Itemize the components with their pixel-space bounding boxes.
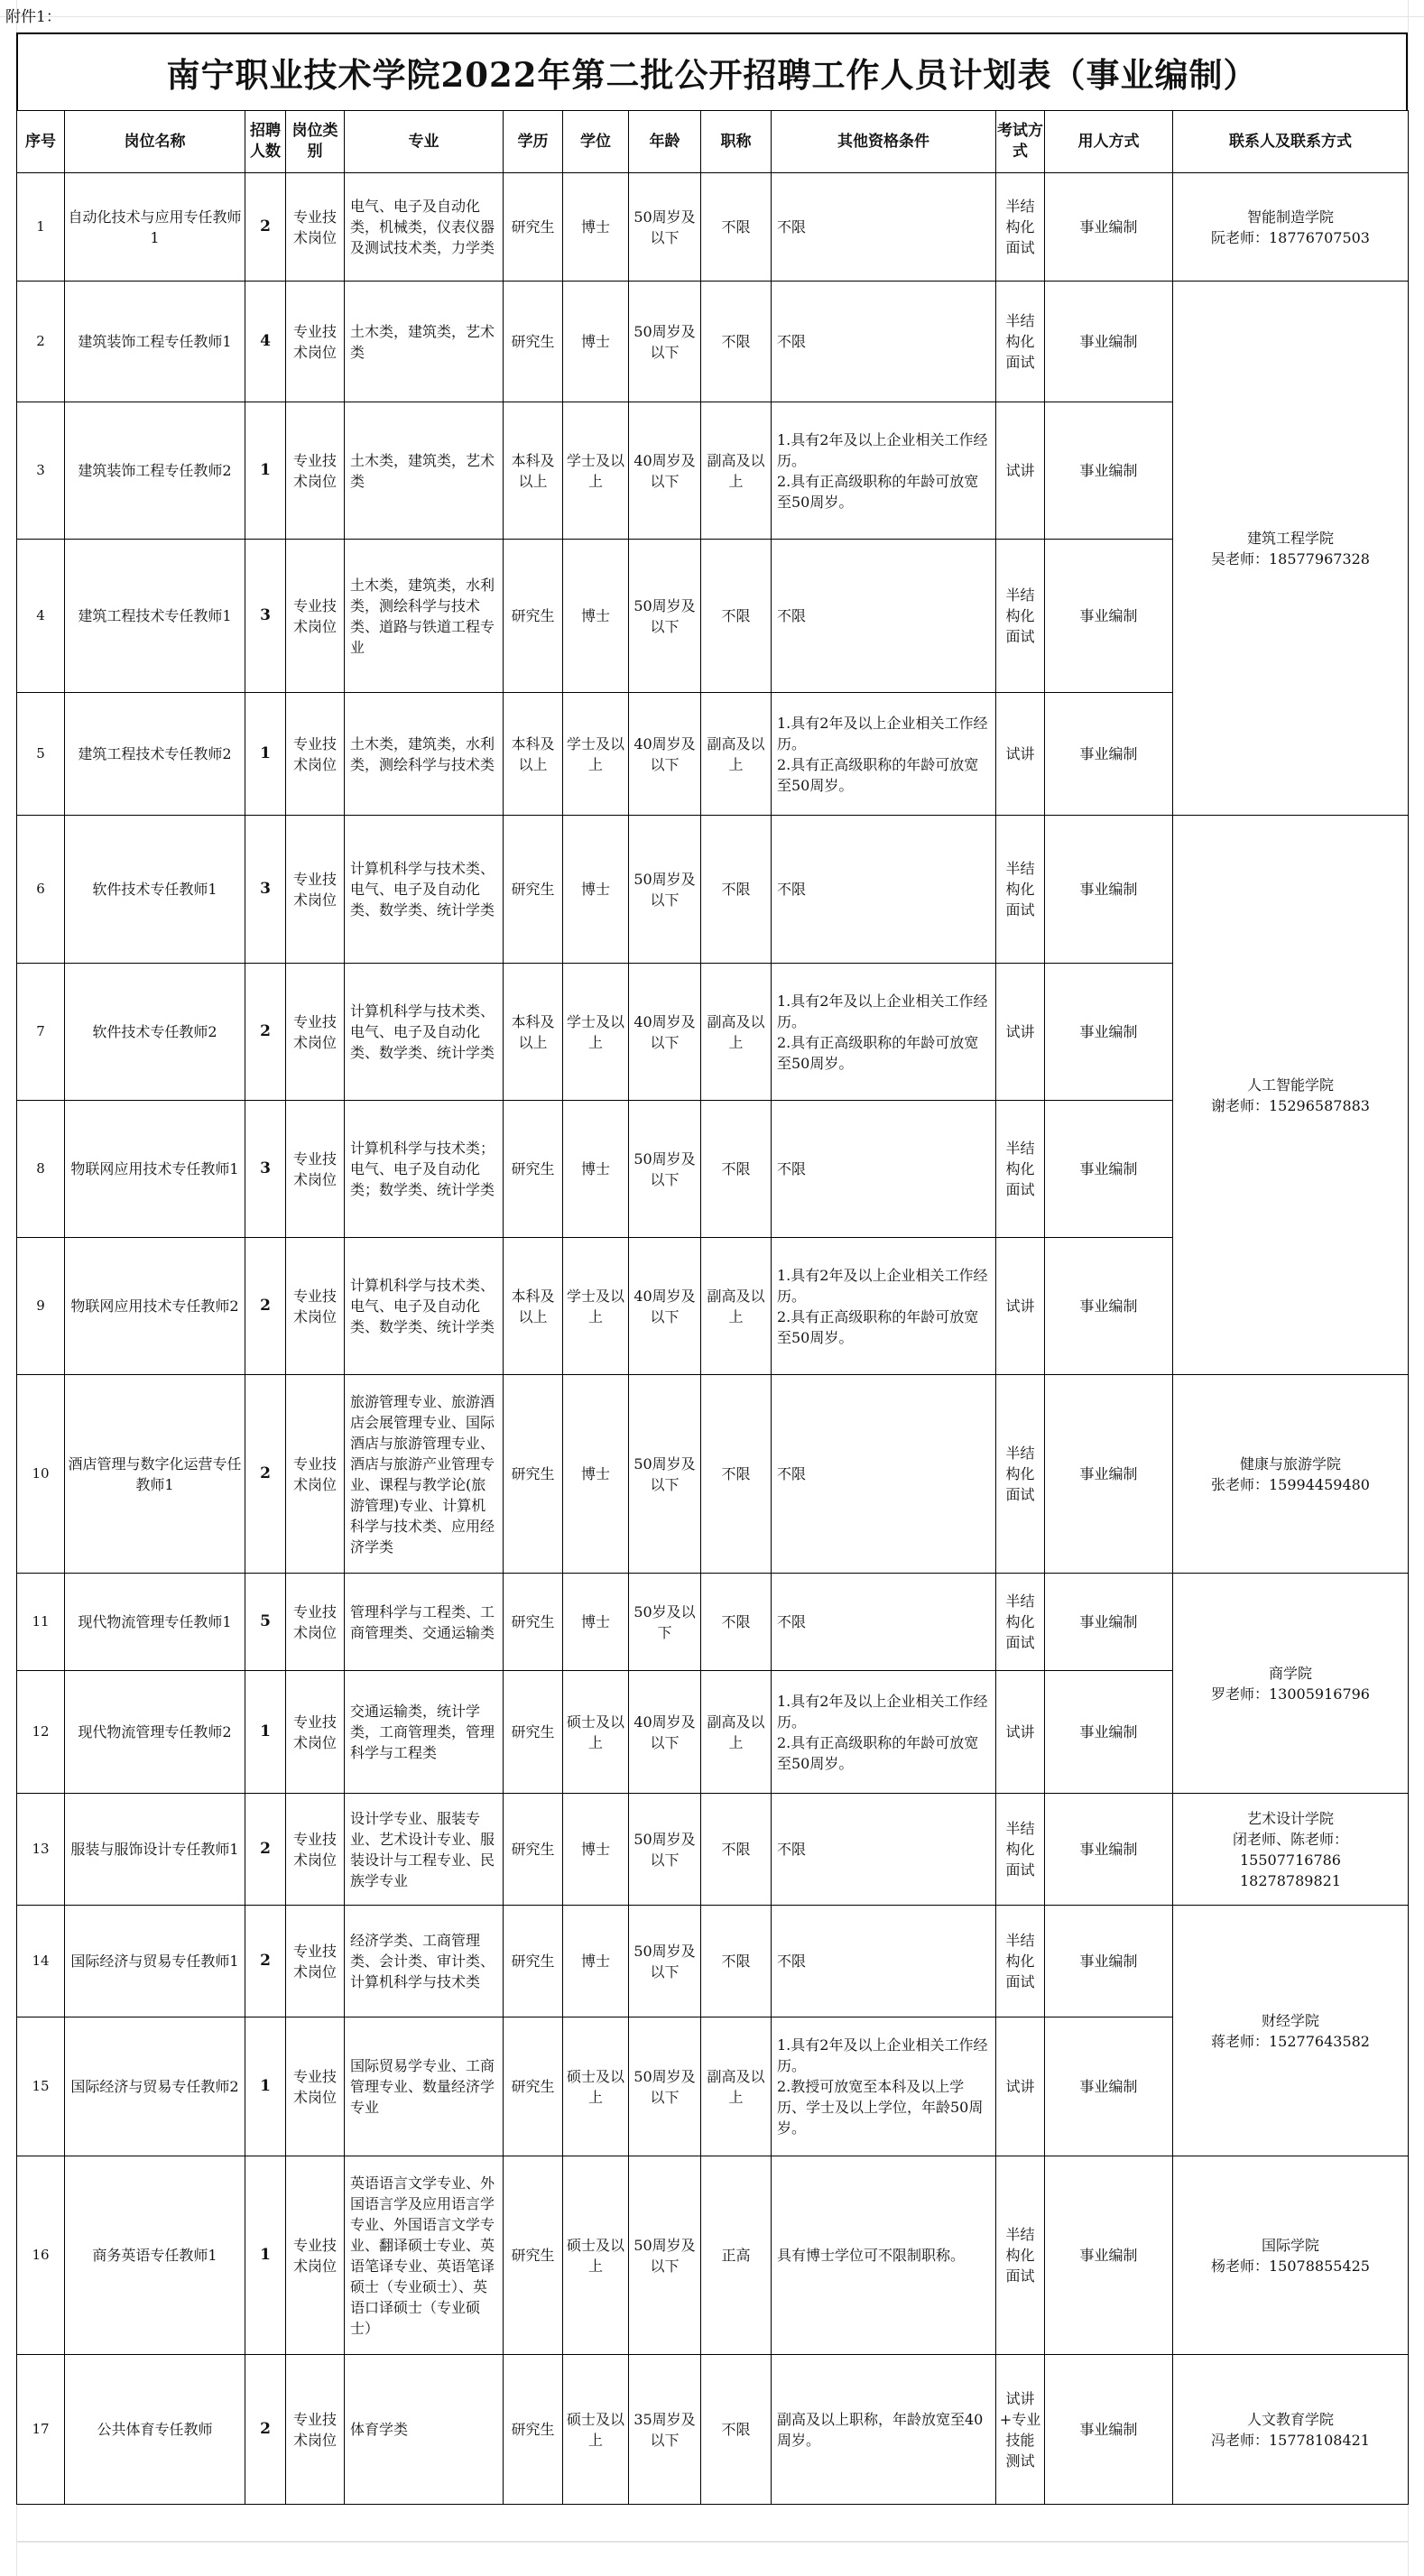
cell-title-requirement: 副高及以上 — [701, 964, 772, 1101]
table-row — [17, 1794, 1409, 1906]
cell-conditions: 不限 — [772, 1574, 996, 1671]
sheet-footer-line — [16, 2541, 1408, 2543]
cell-category: 专业技术岗位 — [286, 402, 345, 540]
contact-unit: 人文教育学院 — [1246, 2410, 1334, 2428]
cell-category: 专业技术岗位 — [286, 1238, 345, 1375]
cell-employment: 事业编制 — [1045, 2355, 1173, 2505]
cell-age: 50周岁及以下 — [629, 540, 701, 693]
contact-person: 谢老师：15296587883 — [1211, 1096, 1370, 1114]
cell-position: 软件技术专任教师1 — [65, 816, 245, 964]
cell-conditions: 不限 — [772, 1101, 996, 1238]
contact-person: 冯老师：15778108421 — [1211, 2431, 1370, 2449]
cell-index: 2 — [17, 282, 65, 402]
cell-category: 专业技术岗位 — [286, 816, 345, 964]
cell-degree: 博士 — [563, 173, 629, 282]
cell-count: 2 — [245, 1906, 286, 2017]
cell-title-requirement: 不限 — [701, 1794, 772, 1906]
cell-count: 1 — [245, 2156, 286, 2355]
cell-age: 50周岁及以下 — [629, 1906, 701, 2017]
cell-category: 专业技术岗位 — [286, 1671, 345, 1794]
cell-title-requirement: 副高及以上 — [701, 2017, 772, 2156]
cell-position: 建筑装饰工程专任教师2 — [65, 402, 245, 540]
contact-person: 阮老师：18776707503 — [1211, 228, 1370, 246]
cell-title-requirement: 副高及以上 — [701, 1238, 772, 1375]
cell-education: 本科及以上 — [504, 402, 563, 540]
header-contact: 联系人及联系方式 — [1173, 111, 1409, 173]
cell-exam: 试讲 — [996, 2017, 1045, 2156]
cell-exam: 试讲 — [996, 1238, 1045, 1375]
cell-exam: 试讲+专业技能测试 — [996, 2355, 1045, 2505]
cell-education: 研究生 — [504, 816, 563, 964]
cell-title-requirement: 不限 — [701, 816, 772, 964]
cell-degree: 学士及以上 — [563, 964, 629, 1101]
cell-position: 酒店管理与数字化运营专任教师1 — [65, 1375, 245, 1574]
cell-title-requirement: 副高及以上 — [701, 1671, 772, 1794]
cell-index: 1 — [17, 173, 65, 282]
cell-degree: 博士 — [563, 282, 629, 402]
cell-employment: 事业编制 — [1045, 693, 1173, 816]
cell-major: 土木类，建筑类，艺术类 — [345, 282, 504, 402]
cell-education: 研究生 — [504, 173, 563, 282]
cell-category: 专业技术岗位 — [286, 173, 345, 282]
cell-count: 5 — [245, 1574, 286, 1671]
cell-employment: 事业编制 — [1045, 282, 1173, 402]
cell-education: 研究生 — [504, 1906, 563, 2017]
cell-index: 13 — [17, 1794, 65, 1906]
contact-unit: 国际学院 — [1261, 2236, 1319, 2254]
cell-degree: 学士及以上 — [563, 1238, 629, 1375]
cell-major: 英语语言文学专业、外国语言学及应用语言学专业、外国语言文学专业、翻译硕士专业、英语笔译专业、英语笔译硕士（专业硕士）、英语口译硕士（专业硕士） — [345, 2156, 504, 2355]
cell-position: 物联网应用技术专任教师2 — [65, 1238, 245, 1375]
attachment-label: 附件1： — [5, 8, 61, 26]
cell-index: 11 — [17, 1574, 65, 1671]
cell-category: 专业技术岗位 — [286, 1574, 345, 1671]
cell-major: 旅游管理专业、旅游酒店会展管理专业、国际酒店与旅游管理专业、酒店与旅游产业管理专业、课程与教学论(旅游管理)专业、计算机科学与技术类、应用经济学类 — [345, 1375, 504, 1574]
cell-category: 专业技术岗位 — [286, 2156, 345, 2355]
cell-education: 研究生 — [504, 1101, 563, 1238]
cell-education: 研究生 — [504, 1671, 563, 1794]
cell-conditions: 不限 — [772, 282, 996, 402]
cell-index: 10 — [17, 1375, 65, 1574]
cell-index: 7 — [17, 964, 65, 1101]
cell-category: 专业技术岗位 — [286, 2017, 345, 2156]
contact-unit: 商学院 — [1268, 1664, 1312, 1682]
cell-count: 3 — [245, 540, 286, 693]
contact-unit: 健康与旅游学院 — [1239, 1454, 1341, 1473]
cell-age: 40周岁及以下 — [629, 1671, 701, 1794]
cell-position: 软件技术专任教师2 — [65, 964, 245, 1101]
cell-index: 15 — [17, 2017, 65, 2156]
cell-title-requirement: 不限 — [701, 2355, 772, 2505]
cell-count: 1 — [245, 693, 286, 816]
cell-degree: 博士 — [563, 816, 629, 964]
cell-conditions: 副高及以上职称，年龄放宽至40周岁。 — [772, 2355, 996, 2505]
cell-education: 研究生 — [504, 282, 563, 402]
cell-major: 管理科学与工程类、工商管理类、交通运输类 — [345, 1574, 504, 1671]
cell-major: 电气、电子及自动化类，机械类，仪表仪器及测试技术类，力学类 — [345, 173, 504, 282]
cell-age: 50周岁及以下 — [629, 282, 701, 402]
cell-index: 9 — [17, 1238, 65, 1375]
cell-position: 建筑工程技术专任教师1 — [65, 540, 245, 693]
contact-person: 闭老师、陈老师： 15507716786 18278789821 — [1232, 1830, 1348, 1889]
cell-degree: 博士 — [563, 1375, 629, 1574]
contact-unit: 财经学院 — [1261, 2011, 1319, 2029]
header-position: 岗位名称 — [65, 111, 245, 173]
cell-employment: 事业编制 — [1045, 2017, 1173, 2156]
cell-category: 专业技术岗位 — [286, 964, 345, 1101]
contact-unit: 智能制造学院 — [1246, 208, 1334, 226]
cell-conditions: 不限 — [772, 173, 996, 282]
cell-position: 自动化技术与应用专任教师1 — [65, 173, 245, 282]
cell-exam: 半结构化面试 — [996, 282, 1045, 402]
cell-conditions: 1.具有2年及以上企业相关工作经历。 2.具有正高级职称的年龄可放宽至50周岁。 — [772, 1238, 996, 1375]
cell-index: 4 — [17, 540, 65, 693]
cell-count: 4 — [245, 282, 286, 402]
header-category: 岗位类别 — [286, 111, 345, 173]
cell-title-requirement: 不限 — [701, 540, 772, 693]
cell-position: 现代物流管理专任教师2 — [65, 1671, 245, 1794]
header-major: 专业 — [345, 111, 504, 173]
cell-category: 专业技术岗位 — [286, 1794, 345, 1906]
cell-index: 8 — [17, 1101, 65, 1238]
cell-employment: 事业编制 — [1045, 540, 1173, 693]
cell-conditions: 1.具有2年及以上企业相关工作经历。 2.具有正高级职称的年龄可放宽至50周岁。 — [772, 693, 996, 816]
cell-employment: 事业编制 — [1045, 1101, 1173, 1238]
cell-employment: 事业编制 — [1045, 2156, 1173, 2355]
cell-contact — [1173, 2156, 1409, 2355]
cell-exam: 试讲 — [996, 402, 1045, 540]
table-row — [17, 282, 1409, 402]
cell-major: 计算机科学与技术类；电气、电子及自动化类；数学类、统计学类 — [345, 1101, 504, 1238]
cell-conditions: 1.具有2年及以上企业相关工作经历。 2.具有正高级职称的年龄可放宽至50周岁。 — [772, 964, 996, 1101]
contact-unit: 建筑工程学院 — [1246, 529, 1334, 547]
cell-employment: 事业编制 — [1045, 1238, 1173, 1375]
cell-conditions: 不限 — [772, 1794, 996, 1906]
cell-count: 1 — [245, 402, 286, 540]
cell-age: 50周岁及以下 — [629, 816, 701, 964]
header-age: 年龄 — [629, 111, 701, 173]
cell-index: 17 — [17, 2355, 65, 2505]
cell-title-requirement: 不限 — [701, 1906, 772, 2017]
table-row — [17, 1375, 1409, 1574]
cell-category: 专业技术岗位 — [286, 1375, 345, 1574]
cell-major: 计算机科学与技术类、电气、电子及自动化类、数学类、统计学类 — [345, 1238, 504, 1375]
cell-exam: 半结构化面试 — [996, 1794, 1045, 1906]
cell-position: 现代物流管理专任教师1 — [65, 1574, 245, 1671]
cell-employment: 事业编制 — [1045, 1574, 1173, 1671]
cell-major: 土木类，建筑类，水利类，测绘科学与技术类 — [345, 693, 504, 816]
cell-degree: 博士 — [563, 1794, 629, 1906]
cell-exam: 试讲 — [996, 964, 1045, 1101]
cell-contact — [1173, 816, 1409, 1375]
cell-degree: 博士 — [563, 1101, 629, 1238]
cell-major: 交通运输类，统计学类，工商管理类，管理科学与工程类 — [345, 1671, 504, 1794]
contact-person: 罗老师：13005916796 — [1211, 1685, 1370, 1703]
cell-age: 50周岁及以下 — [629, 2156, 701, 2355]
cell-position: 公共体育专任教师 — [65, 2355, 245, 2505]
cell-contact — [1173, 173, 1409, 282]
cell-count: 3 — [245, 816, 286, 964]
cell-index: 16 — [17, 2156, 65, 2355]
cell-contact — [1173, 1574, 1409, 1794]
cell-category: 专业技术岗位 — [286, 282, 345, 402]
recruitment-plan-table — [16, 110, 1409, 2505]
cell-major: 土木类，建筑类，水利类，测绘科学与技术类、道路与铁道工程专业 — [345, 540, 504, 693]
cell-category: 专业技术岗位 — [286, 1101, 345, 1238]
cell-employment: 事业编制 — [1045, 816, 1173, 964]
cell-index: 3 — [17, 402, 65, 540]
cell-exam: 半结构化面试 — [996, 1101, 1045, 1238]
cell-employment: 事业编制 — [1045, 1906, 1173, 2017]
cell-age: 40周岁及以下 — [629, 402, 701, 540]
table-row — [17, 1906, 1409, 2017]
cell-title-requirement: 不限 — [701, 1574, 772, 1671]
cell-conditions: 不限 — [772, 540, 996, 693]
cell-contact — [1173, 1794, 1409, 1906]
contact-person: 吴老师：18577967328 — [1211, 549, 1370, 568]
cell-age: 40周岁及以下 — [629, 1238, 701, 1375]
cell-education: 研究生 — [504, 1375, 563, 1574]
cell-education: 本科及以上 — [504, 693, 563, 816]
cell-exam: 试讲 — [996, 693, 1045, 816]
table-row — [17, 2156, 1409, 2355]
cell-major: 土木类，建筑类，艺术类 — [345, 402, 504, 540]
table-row — [17, 816, 1409, 964]
cell-exam: 半结构化面试 — [996, 540, 1045, 693]
cell-degree: 硕士及以上 — [563, 2017, 629, 2156]
cell-age: 35周岁及以下 — [629, 2355, 701, 2505]
grid-line — [0, 16, 1424, 17]
cell-employment: 事业编制 — [1045, 964, 1173, 1101]
cell-title-requirement: 不限 — [701, 1375, 772, 1574]
cell-conditions: 不限 — [772, 1906, 996, 2017]
cell-degree: 学士及以上 — [563, 402, 629, 540]
cell-degree: 硕士及以上 — [563, 1671, 629, 1794]
cell-exam: 试讲 — [996, 1671, 1045, 1794]
header-exam: 考试方式 — [996, 111, 1045, 173]
cell-contact — [1173, 2355, 1409, 2505]
cell-employment: 事业编制 — [1045, 402, 1173, 540]
cell-exam: 半结构化面试 — [996, 1574, 1045, 1671]
cell-exam: 半结构化面试 — [996, 1375, 1045, 1574]
cell-exam: 半结构化面试 — [996, 2156, 1045, 2355]
table-row — [17, 2355, 1409, 2505]
cell-count: 1 — [245, 1671, 286, 1794]
cell-title-requirement: 副高及以上 — [701, 693, 772, 816]
cell-major: 国际贸易学专业、工商管理专业、数量经济学专业 — [345, 2017, 504, 2156]
cell-count: 3 — [245, 1101, 286, 1238]
header-title-requirement: 职称 — [701, 111, 772, 173]
cell-major: 经济学类、工商管理类、会计类、审计类、计算机科学与技术类 — [345, 1906, 504, 2017]
cell-category: 专业技术岗位 — [286, 693, 345, 816]
cell-category: 专业技术岗位 — [286, 2355, 345, 2505]
cell-age: 50周岁及以下 — [629, 2017, 701, 2156]
cell-exam: 半结构化面试 — [996, 173, 1045, 282]
cell-index: 6 — [17, 816, 65, 964]
cell-employment: 事业编制 — [1045, 1375, 1173, 1574]
cell-count: 2 — [245, 1238, 286, 1375]
cell-employment: 事业编制 — [1045, 173, 1173, 282]
table-row — [17, 173, 1409, 282]
cell-degree: 硕士及以上 — [563, 2355, 629, 2505]
cell-education: 研究生 — [504, 1574, 563, 1671]
cell-major: 体育学类 — [345, 2355, 504, 2505]
cell-conditions: 1.具有2年及以上企业相关工作经历。 2.具有正高级职称的年龄可放宽至50周岁。 — [772, 402, 996, 540]
contact-person: 蒋老师：15277643582 — [1211, 2032, 1370, 2050]
cell-education: 研究生 — [504, 2355, 563, 2505]
cell-age: 50周岁及以下 — [629, 1794, 701, 1906]
cell-position: 物联网应用技术专任教师1 — [65, 1101, 245, 1238]
cell-position: 服装与服饰设计专任教师1 — [65, 1794, 245, 1906]
header-degree: 学位 — [563, 111, 629, 173]
cell-major: 计算机科学与技术类、电气、电子及自动化类、数学类、统计学类 — [345, 964, 504, 1101]
cell-position: 国际经济与贸易专任教师1 — [65, 1906, 245, 2017]
cell-major: 设计学专业、服装专业、艺术设计专业、服装设计与工程专业、民族学专业 — [345, 1794, 504, 1906]
cell-position: 建筑工程技术专任教师2 — [65, 693, 245, 816]
cell-contact — [1173, 1375, 1409, 1574]
cell-degree: 博士 — [563, 1574, 629, 1671]
cell-title-requirement: 正高 — [701, 2156, 772, 2355]
cell-education: 研究生 — [504, 1794, 563, 1906]
header-employment: 用人方式 — [1045, 111, 1173, 173]
contact-unit: 艺术设计学院 — [1246, 1809, 1334, 1827]
cell-count: 2 — [245, 173, 286, 282]
cell-title-requirement: 不限 — [701, 173, 772, 282]
header-education: 学历 — [504, 111, 563, 173]
cell-degree: 博士 — [563, 1906, 629, 2017]
cell-employment: 事业编制 — [1045, 1794, 1173, 1906]
cell-position: 国际经济与贸易专任教师2 — [65, 2017, 245, 2156]
cell-exam: 半结构化面试 — [996, 816, 1045, 964]
cell-category: 专业技术岗位 — [286, 540, 345, 693]
cell-conditions: 具有博士学位可不限制职称。 — [772, 2156, 996, 2355]
cell-degree: 硕士及以上 — [563, 2156, 629, 2355]
cell-index: 14 — [17, 1906, 65, 2017]
cell-conditions: 1.具有2年及以上企业相关工作经历。 2.具有正高级职称的年龄可放宽至50周岁。 — [772, 1671, 996, 1794]
cell-education: 研究生 — [504, 2017, 563, 2156]
cell-count: 1 — [245, 2017, 286, 2156]
contact-person: 杨老师：15078855425 — [1211, 2257, 1370, 2275]
cell-conditions: 不限 — [772, 1375, 996, 1574]
cell-major: 计算机科学与技术类、电气、电子及自动化类、数学类、统计学类 — [345, 816, 504, 964]
cell-age: 50周岁及以下 — [629, 173, 701, 282]
contact-unit: 人工智能学院 — [1246, 1076, 1334, 1094]
cell-position: 建筑装饰工程专任教师1 — [65, 282, 245, 402]
cell-employment: 事业编制 — [1045, 1671, 1173, 1794]
cell-exam: 半结构化面试 — [996, 1906, 1045, 2017]
cell-count: 2 — [245, 1375, 286, 1574]
header-index: 序号 — [17, 111, 65, 173]
cell-education: 研究生 — [504, 2156, 563, 2355]
cell-conditions: 不限 — [772, 816, 996, 964]
cell-education: 本科及以上 — [504, 1238, 563, 1375]
cell-age: 50周岁及以下 — [629, 1375, 701, 1574]
cell-index: 12 — [17, 1671, 65, 1794]
page-title: 南宁职业技术学院2022年第二批公开招聘工作人员计划表（事业编制） — [16, 32, 1408, 110]
cell-title-requirement: 副高及以上 — [701, 402, 772, 540]
cell-education: 研究生 — [504, 540, 563, 693]
cell-education: 本科及以上 — [504, 964, 563, 1101]
cell-contact — [1173, 1906, 1409, 2156]
table-row — [17, 1574, 1409, 1671]
cell-index: 5 — [17, 693, 65, 816]
cell-position: 商务英语专任教师1 — [65, 2156, 245, 2355]
cell-age: 50岁及以下 — [629, 1574, 701, 1671]
cell-age: 40周岁及以下 — [629, 693, 701, 816]
cell-degree: 学士及以上 — [563, 693, 629, 816]
cell-contact — [1173, 282, 1409, 816]
cell-category: 专业技术岗位 — [286, 1906, 345, 2017]
contact-person: 张老师：15994459480 — [1211, 1475, 1370, 1493]
cell-degree: 博士 — [563, 540, 629, 693]
cell-age: 40周岁及以下 — [629, 964, 701, 1101]
header-count: 招聘人数 — [245, 111, 286, 173]
cell-title-requirement: 不限 — [701, 1101, 772, 1238]
cell-title-requirement: 不限 — [701, 282, 772, 402]
header-conditions: 其他资格条件 — [772, 111, 996, 173]
header-row — [17, 111, 1409, 173]
cell-count: 2 — [245, 1794, 286, 1906]
cell-conditions: 1.具有2年及以上企业相关工作经历。 2.教授可放宽至本科及以上学历、学士及以上学位，年龄50周岁。 — [772, 2017, 996, 2156]
cell-age: 50周岁及以下 — [629, 1101, 701, 1238]
cell-count: 2 — [245, 2355, 286, 2505]
cell-count: 2 — [245, 964, 286, 1101]
